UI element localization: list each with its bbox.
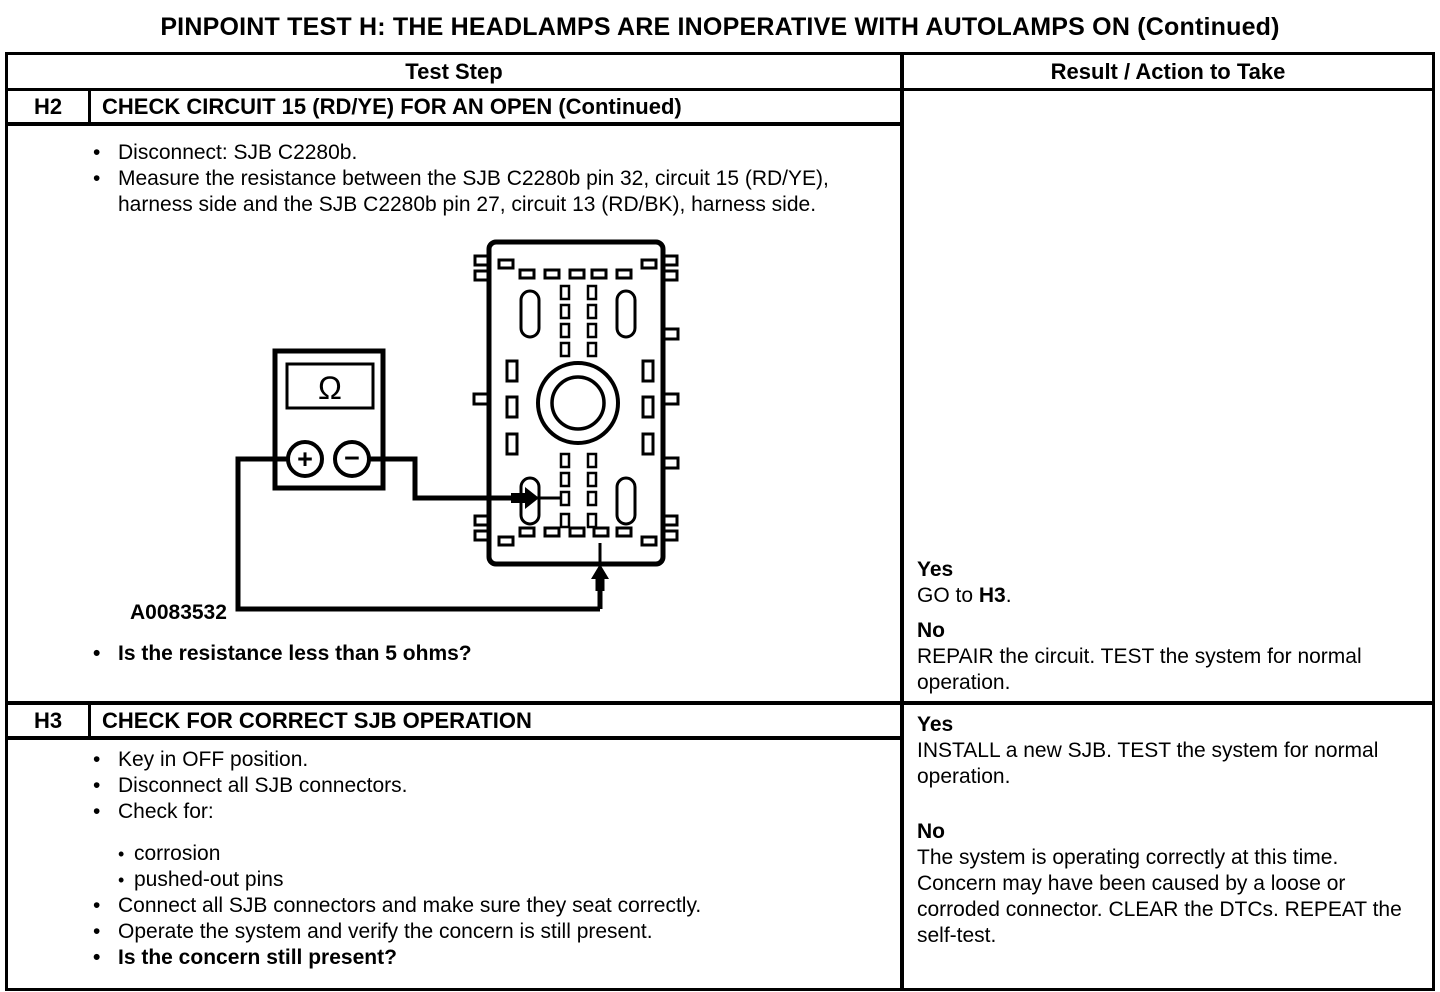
- ohmmeter-connector-diagram: [120, 234, 700, 634]
- list-item: [8, 140, 900, 166]
- connector-center-boss-inner: [552, 377, 604, 429]
- h3-step-id: H3: [8, 705, 91, 736]
- list-item: [8, 893, 900, 919]
- bullet-icon: [118, 867, 134, 893]
- h3-yes-action: INSTALL a new SJB. TEST the system for normal operation.: [917, 739, 1379, 788]
- bullet-icon: [93, 919, 118, 945]
- list-item: [8, 945, 900, 971]
- h3-bullet-list-2: [8, 893, 900, 971]
- probe-arrow-up-icon: [591, 564, 609, 591]
- list-item: [8, 773, 900, 799]
- h2-bullet-list: [8, 140, 900, 218]
- h2-step-body: [8, 126, 900, 701]
- h3-bullet-4: Connect all SJB connectors and make sure they seat correctly.: [118, 894, 702, 917]
- h3-sub-bullet-2: pushed-out pins: [134, 868, 284, 891]
- h3-no-label: No: [917, 820, 945, 843]
- column-header-test-step: Test Step: [8, 55, 904, 88]
- h2-bullet-2: Measure the resistance between the SJB C2280b pin 32, circuit 15 (RD/YE), harness side and the SJB C2280b pin 27, circuit 13 (RD/BK), harness side.: [118, 167, 829, 216]
- h3-question: Is the concern still present?: [118, 946, 397, 969]
- page-title: PINPOINT TEST H: THE HEADLAMPS ARE INOPERATIVE WITH AUTOLAMPS ON (Continued): [160, 13, 1280, 41]
- h3-bullet-1: Key in OFF position.: [118, 748, 309, 771]
- h2-yes-label: Yes: [917, 558, 954, 581]
- h2-test-step-cell: [8, 91, 904, 701]
- h3-step-header: [8, 705, 900, 740]
- h2-question: Is the resistance less than 5 ohms?: [118, 642, 472, 665]
- h3-test-step-cell: [8, 705, 904, 988]
- h3-bullet-list: [8, 747, 900, 825]
- h3-bullet-2: Disconnect all SJB connectors.: [118, 774, 408, 797]
- list-item: [8, 166, 900, 218]
- minus-icon: −: [344, 443, 360, 473]
- h2-yes-action: [917, 583, 1417, 609]
- bullet-icon: [93, 140, 118, 166]
- bullet-icon: [93, 945, 118, 971]
- test-step-row-h2: [8, 91, 1432, 705]
- h3-no-action: The system is operating correctly at this time. Concern may have been caused by a loose or corroded connector. CLEAR the DTCs. REPEAT the self-test.: [917, 846, 1402, 947]
- list-item: [8, 919, 900, 945]
- list-item: [8, 841, 900, 867]
- h2-bullet-1: Disconnect: SJB C2280b.: [118, 141, 358, 164]
- h3-check-for-sublist: [8, 841, 900, 893]
- list-item: [8, 747, 900, 773]
- h3-result-cell: [904, 705, 1432, 988]
- h3-step-title: CHECK FOR CORRECT SJB OPERATION: [102, 708, 532, 733]
- bullet-icon: [93, 773, 118, 799]
- plus-icon: +: [297, 444, 313, 474]
- ohm-symbol: Ω: [318, 370, 342, 406]
- bullet-icon: [118, 841, 134, 867]
- list-item: [8, 799, 900, 825]
- h2-result-content: [904, 91, 1432, 701]
- column-header-result: Result / Action to Take: [1050, 59, 1286, 84]
- h2-no-action: REPAIR the circuit. TEST the system for normal operation.: [917, 645, 1362, 694]
- table-header-row: [8, 55, 1432, 91]
- h2-step-id: H2: [8, 91, 91, 122]
- h2-yes-action-step-ref: H3: [978, 584, 1006, 607]
- bullet-icon: [93, 747, 118, 773]
- h3-bullet-3: Check for:: [118, 800, 214, 823]
- pinpoint-test-table: [5, 52, 1435, 991]
- h3-yes-label: Yes: [917, 713, 954, 736]
- list-item: [8, 867, 900, 893]
- bullet-icon: [93, 799, 118, 825]
- h2-question-list: [8, 641, 900, 667]
- h3-result-content: [904, 705, 1432, 954]
- h2-no-label: No: [917, 619, 945, 642]
- bullet-icon: [93, 641, 118, 667]
- h2-yes-action-post: .: [1005, 584, 1012, 607]
- list-item: [8, 641, 900, 667]
- bullet-icon: [93, 166, 118, 192]
- h2-step-header: [8, 91, 900, 126]
- h3-bullet-5: Operate the system and verify the concern is still present.: [118, 920, 653, 943]
- figure-id-label: A0083532: [130, 601, 227, 624]
- h3-step-body: [8, 740, 900, 988]
- ohmmeter: [275, 351, 383, 488]
- bullet-icon: [93, 893, 118, 919]
- test-step-row-h3: [8, 705, 1432, 988]
- h2-step-title: CHECK CIRCUIT 15 (RD/YE) FOR AN OPEN (Continued): [102, 94, 682, 119]
- h3-sub-bullet-1: corrosion: [134, 842, 221, 865]
- h2-result-cell: [904, 91, 1432, 701]
- wiring-diagram-figure: [120, 234, 900, 641]
- h2-yes-action-pre: GO to: [917, 584, 979, 607]
